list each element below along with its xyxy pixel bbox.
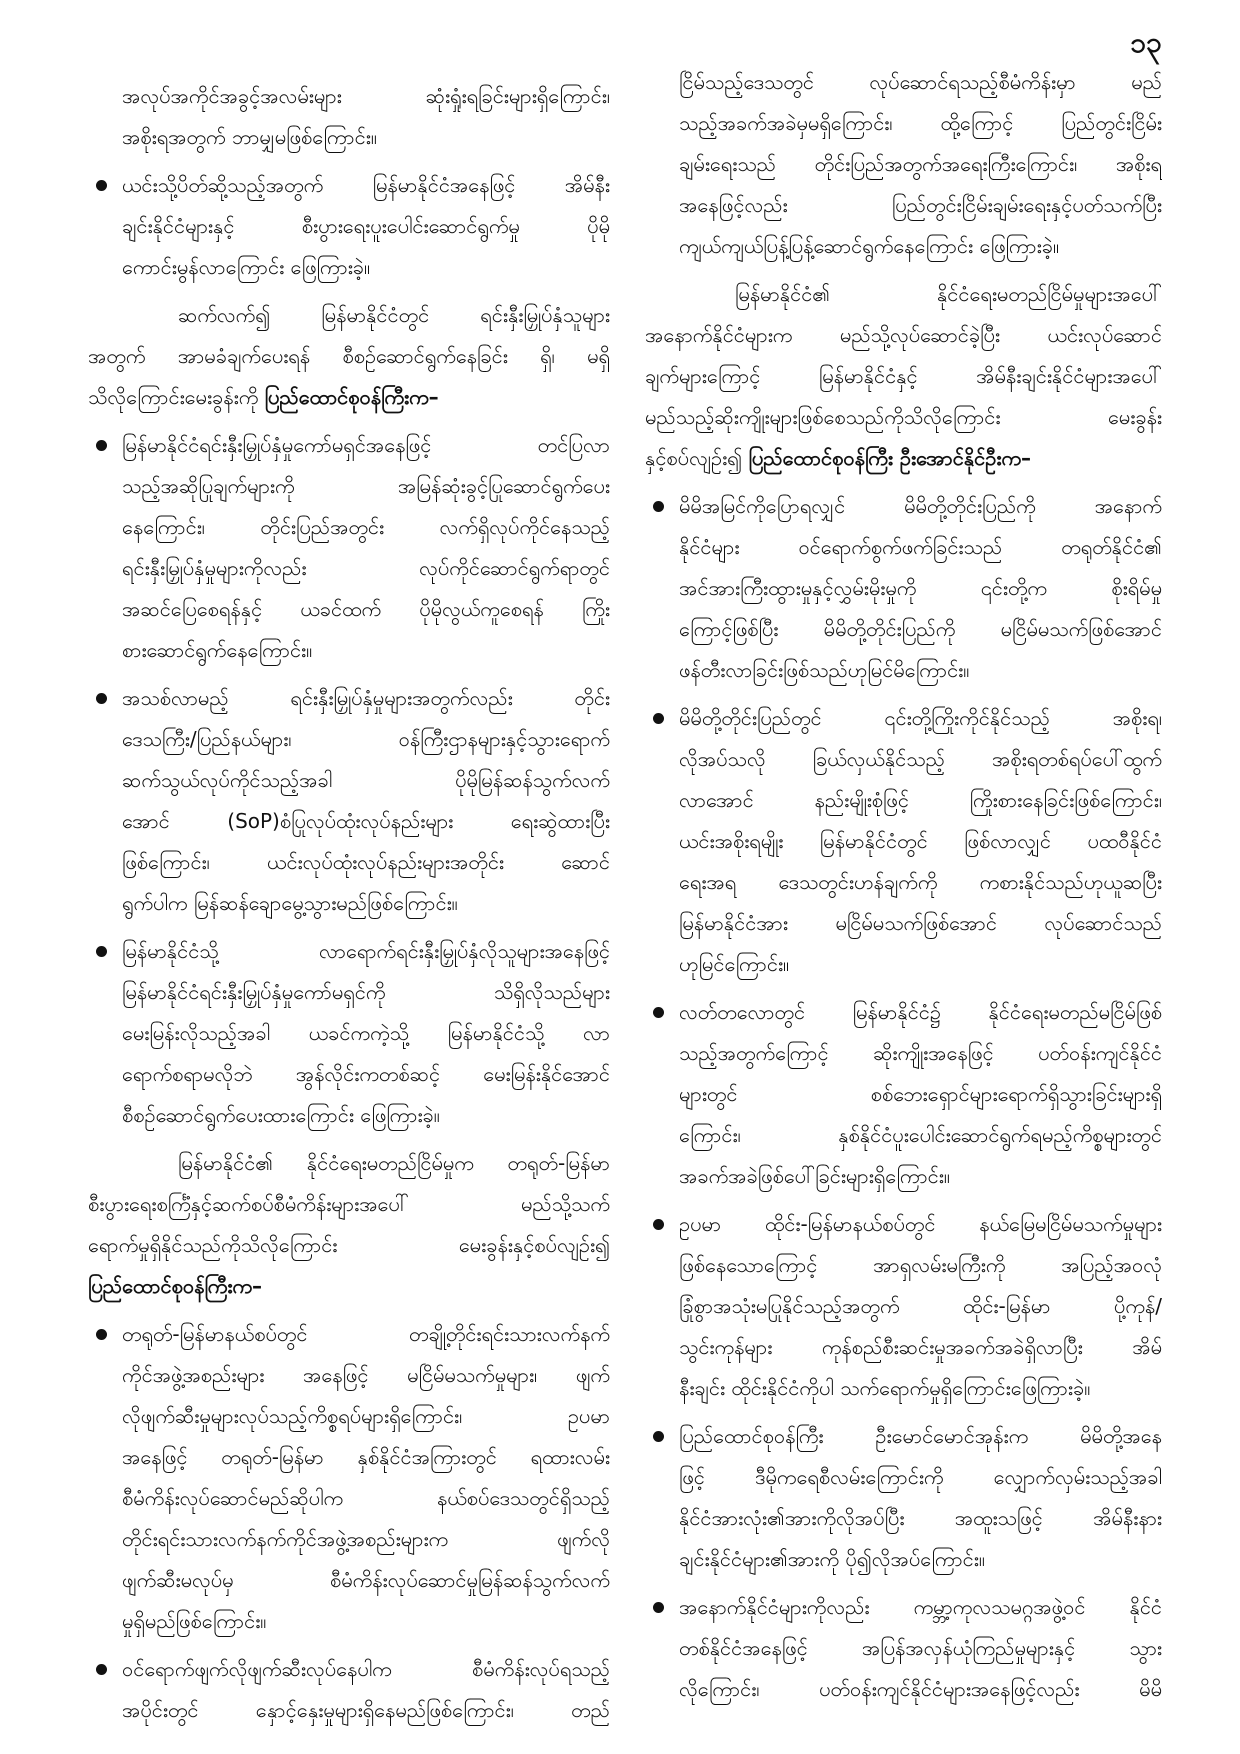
bullet-item (645, 1587, 1162, 1710)
bullet-icon (653, 1602, 664, 1613)
bullet-item (88, 1649, 610, 1731)
text-line: ငြိမ်သည့်ဒေသတွင် လုပ်ဆောင်ရသည့်စီမံကိန်းမှာ မည် (679, 70, 1162, 94)
text-line: စီးပွားရေးစင်္ကြံနှင့်ဆက်စပ်စီမံကိန်းများအပေါ် မည်သို့သက် (88, 1192, 610, 1216)
text-line: အပိုင်းတွင် နှောင့်နှေးမှုများရှိနေမည်ဖြစ်ကြောင်း၊ တည် (122, 1698, 610, 1722)
paragraph (88, 1143, 610, 1307)
bullet-item (88, 678, 610, 924)
text-line: တစ်နိုင်ငံအနေဖြင့် အပြန်အလှန်ယုံကြည်မှုများနှင့် သွား (679, 1636, 1162, 1660)
text-line: စားဆောင်ရွက်နေကြောင်း။ (122, 638, 313, 662)
text-line: နိုင်ငံအားလုံး၏အားကိုလိုအပ်ပြီး အထူးသဖြင့် အိမ်နီးနား (679, 1506, 1162, 1530)
text-line: စီမံကိန်းလုပ်ဆောင်မည်ဆိုပါက နယ်စပ်ဒေသတွင်ရှိသည့် (122, 1486, 610, 1510)
text-line: ကြောင့်ဖြစ်ပြီး မိမိတို့တိုင်းပြည်ကို မငြိမ်မသက်ဖြစ်အောင် (679, 617, 1162, 641)
text-line: စီစဉ်ဆောင်ရွက်ပေးထားကြောင်း ဖြေကြားခဲ့။ (122, 1103, 440, 1127)
text-line: ရွက်ပါက မြန်ဆန်ချောမွေ့သွားမည်ဖြစ်ကြောင်း။ (122, 891, 458, 915)
text-line: လိုဖျက်ဆီးမှုများလုပ်သည့်ကိစ္စရပ်များရှိကြောင်း၊ ဥပမာ (122, 1404, 610, 1428)
text-line: ချင်းနိုင်ငံများနှင့် စီးပွားရေးပူးပေါင်းဆောင်ရွက်မှု ပိုမို (122, 214, 610, 238)
text-line: ဖြစ်နေသောကြောင့် အာရှလမ်းမကြီးကို အပြည့်အဝလုံ (679, 1253, 1162, 1277)
text-line: ခြုံစွာအသုံးမပြုနိုင်သည့်အတွက် ထိုင်း-မြန်မာ ပို့ကုန်/ (679, 1294, 1162, 1318)
text-line: ပြည်ထောင်စုဝန်ကြီး ဦးမောင်မောင်အုန်းက မိမိတို့အနေ (679, 1424, 1162, 1448)
text-line: အင်အားကြီးထွားမှုနှင့်လွှမ်းမိုးမှုကို ၎င်းတို့က စိုးရိမ်မှု (679, 576, 1162, 600)
text-line: ချမ်းရေးသည် တိုင်းပြည်အတွက်အရေးကြီးကြောင်း၊ အစိုးရ (679, 152, 1162, 176)
speaker-label: ပြည်ထောင်စုဝန်ကြီးက– (264, 385, 439, 409)
text-line (88, 1266, 610, 1307)
text-line: နီးချင်း ထိုင်းနိုင်ငံကိုပါ သက်ရောက်မှုရှိကြောင်းဖြေကြားခဲ့။ (679, 1376, 1091, 1400)
text-line: ဖန်တီးလာခြင်းဖြစ်သည်ဟုမြင်မိကြောင်း။ (679, 658, 970, 682)
text-line: လတ်တလောတွင် မြန်မာနိုင်ငံ၌ နိုင်ငံရေးမတည်မငြိမ်ဖြစ် (679, 1000, 1162, 1024)
bullet-icon (653, 1219, 664, 1230)
text-line: ချက်များကြောင့် မြန်မာနိုင်ငံနှင့် အိမ်နီးချင်းနိုင်ငံများအပေါ် (645, 364, 1162, 388)
bullet-icon (96, 180, 107, 191)
text-line: သွင်းကုန်များ ကုန်စည်စီးဆင်းမှုအခက်အခဲရှိလာပြီး အိမ် (679, 1335, 1162, 1359)
bullet-item (88, 165, 610, 288)
text-line: မေးမြန်းလိုသည့်အခါ ယခင်ကကဲ့သို့ မြန်မာနိုင်ငံသို့ လာ (122, 1021, 610, 1045)
text-line: အနောက်နိုင်ငံများကိုလည်း ကမ္ဘာ့ကုလသမဂ္ဂအဖွဲ့ဝင် နိုင်ငံ (679, 1595, 1162, 1619)
bullet-icon (653, 713, 664, 724)
text-line: အသစ်လာမည့် ရင်းနှီးမြှုပ်နှံမှုများအတွက်လည်း တိုင်း (122, 686, 610, 710)
bullet-item (88, 931, 610, 1136)
text-line: ဝင်ရောက်ဖျက်လိုဖျက်ဆီးလုပ်နေပါက စီမံကိန်းလုပ်ရသည့် (122, 1657, 610, 1681)
text-line: ဒေသကြီး/ပြည်နယ်များ၊ ဝန်ကြီးဌာနများနှင့်သွားရောက် (122, 727, 610, 751)
text-line: အတွက် အာမခံချက်ပေးရန် စီစဉ်ဆောင်ရွက်နေခြင်း ရှိ၊ မရှိ (88, 344, 610, 368)
bullet-item (645, 1416, 1162, 1580)
text-line: အစိုးရအတွက် ဘာမျှမဖြစ်ကြောင်း။ (122, 125, 377, 149)
text-line: ကောင်းမွန်လာကြောင်း ဖြေကြားခဲ့။ (122, 255, 371, 279)
text-line: ဆက်သွယ်လုပ်ကိုင်သည့်အခါ ပိုမိုမြန်ဆန်သွက်လက် (122, 768, 610, 792)
text-line: နေကြောင်း၊ တိုင်းပြည်အတွင်း လက်ရှိလုပ်ကိုင်နေသည့် (122, 515, 610, 539)
text-line: ကြောင်း၊ နှစ်နိုင်ငံပူးပေါင်းဆောင်ရွက်ရမည့်ကိစ္စများတွင် (679, 1123, 1162, 1147)
text-line: အနေဖြင့်လည်း ပြည်တွင်းငြိမ်းချမ်းရေးနှင့်ပတ်သက်ပြီး (679, 193, 1162, 217)
bullet-icon (96, 946, 107, 957)
text-line: အခက်အခဲဖြစ်ပေါ်ခြင်းများရှိကြောင်း။ (679, 1164, 950, 1188)
bullet-icon (96, 1664, 107, 1675)
text-line: လိုကြောင်း၊ ပတ်ဝန်းကျင်နိုင်ငံများအနေဖြင့်လည်း မိမိ (679, 1677, 1162, 1701)
bullet-item (645, 1204, 1162, 1409)
text-line: မှုရှိမည်ဖြစ်ကြောင်း။ (122, 1609, 267, 1633)
text-line: တိုင်းရင်းသားလက်နက်ကိုင်အဖွဲ့အစည်းများက ဖျက်လို (122, 1527, 610, 1551)
speaker-label: ပြည်ထောင်စုဝန်ကြီးက– (88, 1274, 263, 1298)
text-line: သည့်အဆိုပြုချက်များကို အမြန်ဆုံးခွင့်ပြုဆောင်ရွက်ပေး (122, 474, 610, 498)
text-line: အဆင်ပြေစေရန်နှင့် ယခင်ထက် ပိုမိုလွယ်ကူစေရန် ကြိုး (122, 597, 610, 621)
text-line: ရေးအရ ဒေသတွင်းဟန်ချက်ကို ကစားနိုင်သည်ဟုယူဆပြီး (679, 870, 1162, 894)
text-line: ဖြစ်ကြောင်း၊ ယင်းလုပ်ထုံးလုပ်နည်းများအတိုင်း ဆောင် (122, 850, 610, 874)
text-line: မြန်မာနိုင်ငံ၏ နိုင်ငံရေးမတည်ငြိမ်မှုက တရုတ်-မြန်မာ (178, 1151, 610, 1175)
right-column (645, 62, 1162, 1717)
text-line: ယင်းအစိုးရမျိုး မြန်မာနိုင်ငံတွင် ဖြစ်လာလျှင် ပထဝီနိုင်ငံ (679, 829, 1162, 853)
text-line: ကိုင်အဖွဲ့အစည်းများ အနေဖြင့် မငြိမ်မသက်မှုများ၊ ဖျက် (122, 1363, 610, 1387)
text-line: မြန်မာနိုင်ငံရင်းနှီးမြှုပ်နှံမှုကော်မရှင်ကို သိရှိလိုသည်များ (122, 980, 610, 1004)
bullet-item (88, 1314, 610, 1642)
bullet-icon (96, 1329, 107, 1340)
page-number: ၁၃ (1130, 26, 1162, 59)
text-line: ချင်းနိုင်ငံများ၏အားကို ပို၍လိုအပ်ကြောင်း။ (679, 1547, 985, 1571)
bullet-icon (96, 440, 107, 451)
bullet-item (645, 698, 1162, 985)
text-line: သည့်အခက်အခဲမှမရှိကြောင်း၊ ထို့ကြောင့် ပြည်တွင်းငြိမ်း (679, 111, 1162, 135)
text-line: မည်သည့်ဆိုးကျိုးများဖြစ်စေသည်ကိုသိလိုကြောင်း မေးခွန်း (645, 405, 1162, 429)
bullet-item (645, 486, 1162, 691)
line-text: သိလိုကြောင်းမေးခွန်းကို (88, 385, 265, 409)
text-line: မြန်မာနိုင်ငံရင်းနှီးမြှုပ်နှံမှုကော်မရှင်အနေဖြင့် တင်ပြလာ (122, 433, 610, 457)
line-text: နှင့်စပ်လျဉ်း၍ (645, 446, 749, 470)
speaker-label: ပြည်ထောင်စုဝန်ကြီး ဦးအောင်နိုင်ဦးက– (748, 446, 1032, 470)
text-line: ဖြင့် ဒီမိုကရေစီလမ်းကြောင်းကို လျှောက်လှမ်းသည့်အခါ (679, 1465, 1162, 1489)
text-line: ဆက်လက်၍ မြန်မာနိုင်ငံတွင် ရင်းနှီးမြှုပ်နှံသူများ (178, 303, 610, 327)
text-line: သည့်အတွက်ကြောင့် ဆိုးကျိုးအနေဖြင့် ပတ်ဝန်းကျင်နိုင်ငံ (679, 1041, 1162, 1065)
text-line: ရင်းနှီးမြှုပ်နှံမှုများကိုလည်း လုပ်ကိုင်ဆောင်ရွက်ရာတွင် (122, 556, 610, 580)
text-line: လိုအပ်သလို ခြယ်လှယ်နိုင်သည့် အစိုးရတစ်ရပ်ပေါ်ထွက် (679, 747, 1162, 771)
bullet-icon (96, 693, 107, 704)
text-line: အောင် (SoP)စံပြုလုပ်ထုံးလုပ်နည်းများ ရေးဆွဲထားပြီး (122, 809, 610, 833)
text-line: များတွင် စစ်ဘေးရှောင်များရောက်ရှိသွားခြင်းများရှိ (679, 1082, 1162, 1106)
paragraph (88, 295, 610, 418)
text-line: လာအောင် နည်းမျိုးစုံဖြင့် ကြိုးစားနေခြင်းဖြစ်ကြောင်း၊ (679, 788, 1162, 812)
text-line: အလုပ်အကိုင်အခွင့်အလမ်းများ ဆုံးရှုံးရခြင်းများရှိကြောင်း၊ (122, 84, 610, 108)
text-line: ဥပမာ ထိုင်း-မြန်မာနယ်စပ်တွင် နယ်မြေမငြိမ်မသက်မှုများ (679, 1212, 1162, 1236)
text-line: နိုင်ငံများ ဝင်ရောက်စွက်ဖက်ခြင်းသည် တရုတ်နိုင်ငံ၏ (679, 535, 1162, 559)
bullet-icon (653, 501, 664, 512)
text-line: ဖျက်ဆီးမလုပ်မှ စီမံကိန်းလုပ်ဆောင်မှုမြန်ဆန်သွက်လက် (122, 1568, 610, 1592)
text-line: အနောက်နိုင်ငံများက မည်သို့လုပ်ဆောင်ခဲ့ပြီး ယင်းလုပ်ဆောင် (645, 323, 1162, 347)
continued-paragraph (645, 62, 1162, 267)
text-line: ကျယ်ကျယ်ပြန့်ပြန့်ဆောင်ရွက်နေကြောင်း ဖြေကြားခဲ့။ (679, 234, 1060, 258)
text-line: မြန်မာနိုင်ငံ၏ နိုင်ငံရေးမတည်ငြိမ်မှုများအပေါ် (735, 282, 1162, 306)
text-line: ဟုမြင်ကြောင်း။ (679, 952, 790, 976)
text-line: ယင်းသို့ပိတ်ဆို့သည့်အတွက် မြန်မာနိုင်ငံအနေဖြင့် အိမ်နီး (122, 173, 610, 197)
text-line: ရောက်စရာမလိုဘဲ အွန်လိုင်းကတစ်ဆင့် မေးမြန်းနိုင်အောင် (122, 1062, 610, 1086)
paragraph (645, 274, 1162, 479)
text-line (88, 377, 610, 418)
text-line: ရောက်မှုရှိနိုင်သည်ကိုသိလိုကြောင်း မေးခွန်းနှင့်စပ်လျဉ်း၍ (88, 1233, 610, 1257)
bullet-icon (653, 1431, 664, 1442)
text-line: မိမိတို့တိုင်းပြည်တွင် ၎င်းတို့ကြိုးကိုင်နိုင်သည့် အစိုးရ၊ (679, 706, 1162, 730)
text-line (645, 438, 1162, 479)
bullet-icon (653, 1007, 664, 1018)
left-column (88, 76, 610, 1738)
continued-paragraph (88, 76, 610, 158)
bullet-item (88, 425, 610, 671)
text-line: မြန်မာနိုင်ငံအား မငြိမ်မသက်ဖြစ်အောင် လုပ်ဆောင်သည် (679, 911, 1162, 935)
text-line: တရုတ်-မြန်မာနယ်စပ်တွင် တချို့တိုင်းရင်းသားလက်နက် (122, 1322, 610, 1346)
text-line: မိမိအမြင်ကိုပြောရလျှင် မိမိတို့တိုင်းပြည်ကို အနောက် (679, 494, 1162, 518)
bullet-item (645, 992, 1162, 1197)
text-line: မြန်မာနိုင်ငံသို့ လာရောက်ရင်းနှီးမြှုပ်နှံလိုသူများအနေဖြင့် (122, 939, 610, 963)
text-line: အနေဖြင့် တရုတ်-မြန်မာ နှစ်နိုင်ငံအကြားတွင် ရထားလမ်း (122, 1445, 610, 1469)
